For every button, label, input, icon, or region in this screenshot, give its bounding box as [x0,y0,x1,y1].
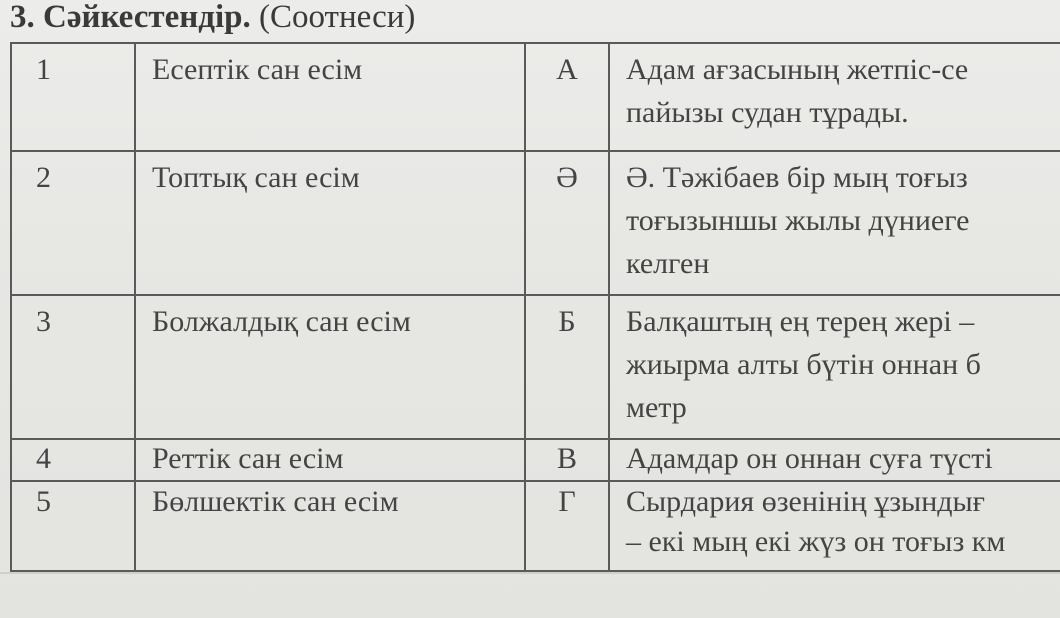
sentence-line: жиырма алты бүтін оннан б [626,348,981,381]
sentence-line: метр [626,391,687,424]
example-sentence [609,43,1060,151]
example-sentence [609,151,1060,295]
sentence-line: – екі мың екі жүз он тоғыз км [626,525,1006,558]
term-cell: Бөлшектік сан есім [135,481,525,571]
term-cell: Болжалдық сан есім [135,295,525,439]
matching-table [10,42,1060,572]
task-heading [10,0,415,37]
term-cell: Есептік сан есім [135,43,525,151]
option-letter: Ә [525,151,609,295]
example-sentence [609,481,1060,571]
page-edge-line [0,572,1060,574]
term-cell: Реттік сан есім [135,439,525,481]
row-number: 1 [11,43,135,151]
row-number: 3 [11,295,135,439]
table-row [11,439,1060,481]
sentence-line: Балқаштың ең терең жері – [626,305,975,338]
sentence-line: Сырдария өзенінің ұзындығ [626,485,985,518]
option-letter: Б [525,295,609,439]
table-row [11,295,1060,439]
term-cell: Топтық сан есім [135,151,525,295]
row-number: 4 [11,439,135,481]
sentence-line: келген [626,247,710,280]
sentence-line: Адамдар он оннан суға түсті [626,442,993,475]
example-sentence [609,439,1060,481]
option-letter: В [525,439,609,481]
sentence-line: Ә. Тәжібаев бір мың тоғыз [626,161,968,194]
sentence-line: Адам ағзасының жетпіс-се [626,53,969,86]
option-letter: А [525,43,609,151]
row-number: 5 [11,481,135,571]
row-number: 2 [11,151,135,295]
sentence-line: тоғызыншы жылы дүниеге [626,204,970,237]
example-sentence [609,295,1060,439]
task-heading-translation: (Соотнеси) [250,0,416,35]
table-row [11,43,1060,151]
sentence-line: пайызы судан тұрады. [626,96,909,129]
table-row [11,151,1060,295]
table-row [11,481,1060,571]
option-letter: Г [525,481,609,571]
task-heading-bold: 3. Сәйкестендір. [10,0,251,35]
